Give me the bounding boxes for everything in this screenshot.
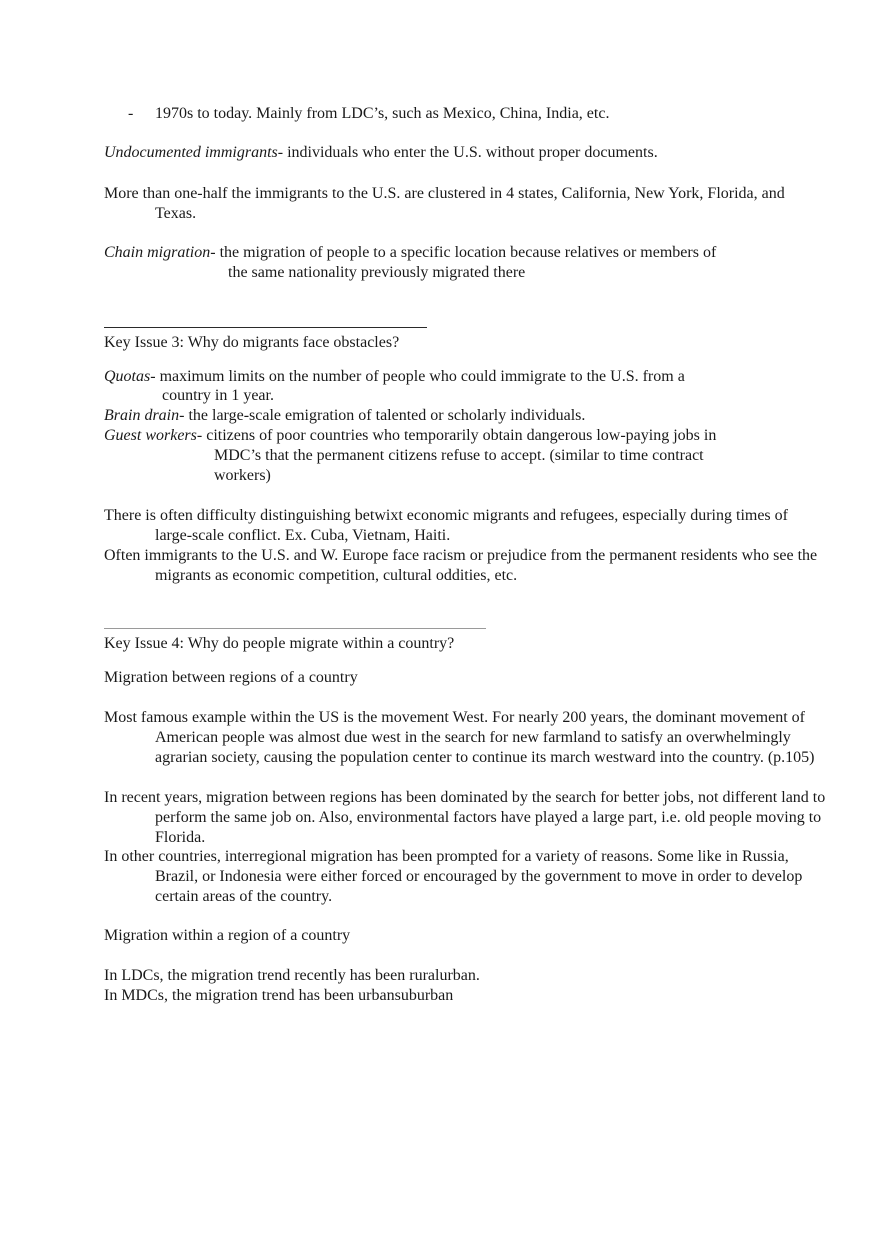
- undocumented-definition: [104, 143, 776, 163]
- definition-text: - individuals who enter the U.S. without proper documents.: [277, 144, 658, 161]
- term-chain-migration: Chain migration: [104, 244, 211, 261]
- quotas-continuation: country in 1 year.: [162, 387, 274, 404]
- key-issue-4-heading: Key Issue 4: Why do people migrate within a country?: [104, 635, 455, 652]
- term-guest-workers: Guest workers: [104, 427, 197, 444]
- recent-years-paragraph: In recent years, migration between regions has been dominated by the search for better jobs, not different land to perform the same job on. Also, environmental factors have played a large part, i.e. old people moving to Florida.: [104, 789, 826, 846]
- ldc-trend: In LDCs, the migration trend recently has been ruralurban.: [104, 967, 480, 984]
- chain-migration-continuation: the same nationality previously migrated there: [228, 264, 526, 281]
- mdc-trend: In MDCs, the migration trend has been urbansuburban: [104, 987, 454, 1004]
- guest-workers-continuation: MDC’s that the permanent citizens refuse to accept. (similar to time contract: [214, 447, 704, 464]
- within-region-heading: Migration within a region of a country: [104, 927, 351, 944]
- definition-text: - the large-scale emigration of talented or scholarly individuals.: [179, 407, 586, 424]
- section-divider: [104, 327, 427, 328]
- racism-paragraph: Often immigrants to the U.S. and W. Europe face racism or prejudice from the permanent residents who see the migrants as economic competition, cultural oddities, etc.: [104, 547, 818, 584]
- clustered-states-paragraph: More than one-half the immigrants to the U.S. are clustered in 4 states, California, New York, Florida, and Texas.: [104, 185, 785, 222]
- definition-text: - maximum limits on the number of people who could immigrate to the U.S. from a: [150, 368, 685, 385]
- chain-migration-definition: [104, 243, 776, 263]
- other-countries-paragraph: In other countries, interregional migration has been prompted for a variety of reasons. Some like in Russia, Brazil, or Indonesia were either forced or encouraged by the government to move in order to develop certain areas of the country.: [104, 848, 803, 905]
- guest-workers-continuation-2: workers): [214, 467, 271, 484]
- difficulty-paragraph: There is often difficulty distinguishing betwixt economic migrants and refugees, especially during times of large-scale conflict. Ex. Cuba, Vietnam, Haiti.: [104, 507, 788, 544]
- quotas-definition: [104, 367, 776, 387]
- term-undocumented-immigrants: Undocumented immigrants: [104, 144, 278, 161]
- definition-text: - the migration of people to a specific location because relatives or members of: [210, 244, 717, 261]
- section-divider-light: [104, 628, 486, 629]
- movement-west-paragraph: Most famous example within the US is the movement West. For nearly 200 years, the dominant movement of American people was almost due west in the search for new farmland to satisfy an overwhelmingly agrarian society, causing the population center to continue its march westward into the country. (p.105): [104, 709, 815, 766]
- key-issue-3-heading: Key Issue 3: Why do migrants face obstacles?: [104, 334, 400, 351]
- definition-text: - citizens of poor countries who temporarily obtain dangerous low-paying jobs in: [196, 427, 717, 444]
- brain-drain-definition: [104, 406, 776, 426]
- between-regions-heading: Migration between regions of a country: [104, 669, 358, 686]
- bullet-marker: -: [128, 105, 134, 122]
- bullet-text: 1970s to today. Mainly from LDC’s, such as Mexico, China, India, etc.: [155, 105, 610, 122]
- guest-workers-definition: [104, 426, 776, 446]
- term-brain-drain: Brain drain: [104, 407, 180, 424]
- term-quotas: Quotas: [104, 368, 151, 385]
